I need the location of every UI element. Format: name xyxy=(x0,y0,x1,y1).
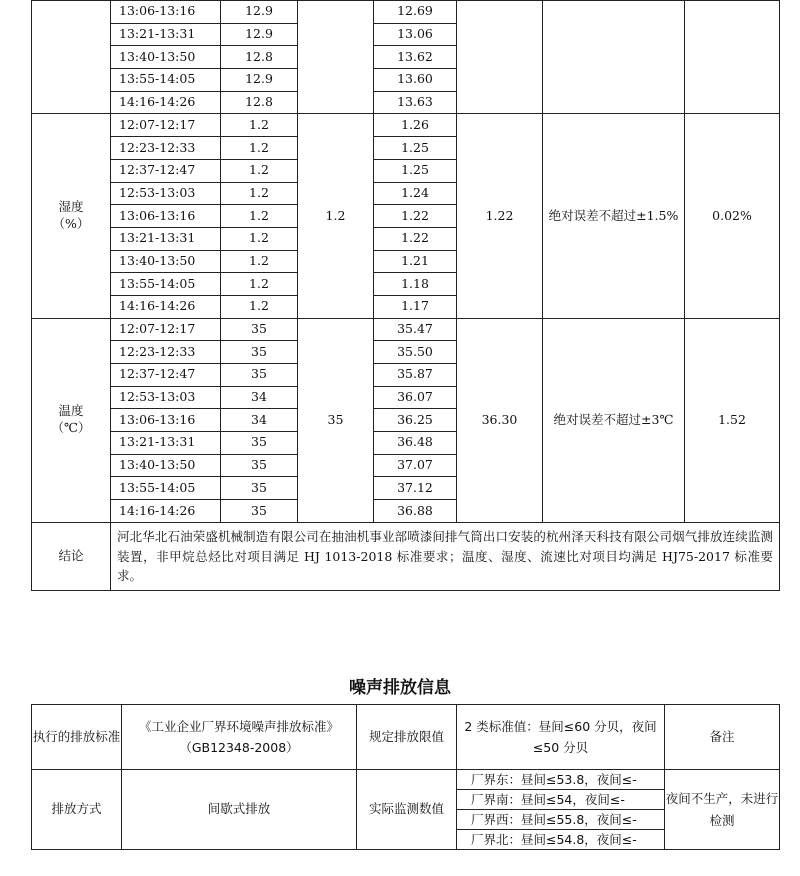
param-name: 温度 xyxy=(58,403,84,419)
result-cell: 1.52 xyxy=(685,318,780,522)
time-cell: 13:55-14:05 xyxy=(111,477,221,500)
meas-cell: 37.12 xyxy=(374,477,457,500)
ref-cell: 35 xyxy=(221,364,298,387)
meas-cell: 1.26 xyxy=(374,114,457,137)
ref-cell: 12.8 xyxy=(221,91,298,114)
meas-cell: 13.63 xyxy=(374,91,457,114)
table-row xyxy=(32,114,780,137)
ref-cell: 12.8 xyxy=(221,46,298,69)
time-cell: 14:16-14:26 xyxy=(111,295,221,318)
meas-cell: 1.24 xyxy=(374,182,457,205)
time-cell: 12:37-12:47 xyxy=(111,159,221,182)
ref-cell: 35 xyxy=(221,454,298,477)
meas-cell: 13.62 xyxy=(374,46,457,69)
result-cell xyxy=(685,1,780,114)
ref-cell: 35 xyxy=(221,477,298,500)
time-cell: 13:06-13:16 xyxy=(111,205,221,228)
result-cell: 0.02% xyxy=(685,114,780,318)
time-cell: 13:21-13:31 xyxy=(111,227,221,250)
time-cell: 12:37-12:47 xyxy=(111,364,221,387)
limit-label: 规定排放限值 xyxy=(357,705,457,770)
std-label: 执行的排放标准 xyxy=(32,705,122,770)
conclusion-text: 河北华北石油荣盛机械制造有限公司在抽油机事业部喷漆间排气筒出口安装的杭州泽天科技有限公司烟气排放连续监测装置，非甲烷总烃比对项目满足 HJ 1013-2018 标准要求；温度、湿度、流速比对项目均满足 HJ75-2017 标准要求。 xyxy=(111,522,780,590)
meas-avg-cell: 36.30 xyxy=(457,318,543,522)
meas-cell: 36.48 xyxy=(374,432,457,455)
meas-cell: 1.17 xyxy=(374,295,457,318)
time-cell: 12:53-13:03 xyxy=(111,386,221,409)
actual-label: 实际监测数值 xyxy=(357,770,457,850)
ref-cell: 1.2 xyxy=(221,114,298,137)
criterion-cell: 绝对误差不超过±1.5% xyxy=(543,114,685,318)
meas-cell: 1.25 xyxy=(374,137,457,160)
time-cell: 13:40-13:50 xyxy=(111,454,221,477)
time-cell: 13:55-14:05 xyxy=(111,273,221,296)
ref-cell: 1.2 xyxy=(221,205,298,228)
meas-avg-cell xyxy=(457,1,543,114)
param-unit: （℃） xyxy=(51,420,91,436)
section-heading: 噪声排放信息 xyxy=(349,678,451,698)
ref-avg-cell: 35 xyxy=(298,318,374,522)
meas-cell: 36.88 xyxy=(374,500,457,523)
mode-value: 间歇式排放 xyxy=(122,770,357,850)
meas-avg-cell: 1.22 xyxy=(457,114,543,318)
time-cell: 12:07-12:17 xyxy=(111,114,221,137)
remark-value: 夜间不生产，未进行检测 xyxy=(665,770,780,850)
ref-cell: 1.2 xyxy=(221,227,298,250)
meas-cell: 37.07 xyxy=(374,454,457,477)
meas-cell: 35.47 xyxy=(374,318,457,341)
std-name: 《工业企业厂界环境噪声排放标准》（GB12348-2008） xyxy=(122,705,357,770)
ref-cell: 34 xyxy=(221,409,298,432)
meas-cell: 36.07 xyxy=(374,386,457,409)
ref-cell: 1.2 xyxy=(221,182,298,205)
param-name: 湿度 xyxy=(58,199,84,215)
table-row xyxy=(32,705,780,770)
time-cell: 13:55-14:05 xyxy=(111,69,221,92)
ref-avg-cell xyxy=(298,1,374,114)
table-row xyxy=(32,1,780,24)
limit-value: 2 类标准值：昼间≤60 分贝，夜间≤50 分贝 xyxy=(457,705,665,770)
meas-cell: 13.06 xyxy=(374,23,457,46)
conclusion-label: 结论 xyxy=(32,522,111,590)
ref-cell: 35 xyxy=(221,318,298,341)
time-cell: 13:40-13:50 xyxy=(111,46,221,69)
meas-cell: 1.22 xyxy=(374,227,457,250)
mode-label: 排放方式 xyxy=(32,770,122,850)
meas-cell: 35.50 xyxy=(374,341,457,364)
param-cell-humidity xyxy=(32,114,111,318)
time-cell: 13:06-13:16 xyxy=(111,1,221,24)
meas-cell: 1.22 xyxy=(374,205,457,228)
actual-value: 厂界北：昼间≤54.8，夜间≤- xyxy=(457,830,665,850)
time-cell: 12:07-12:17 xyxy=(111,318,221,341)
meas-cell: 1.21 xyxy=(374,250,457,273)
ref-cell: 12.9 xyxy=(221,1,298,24)
meas-cell: 36.25 xyxy=(374,409,457,432)
time-cell: 13:21-13:31 xyxy=(111,23,221,46)
ref-cell: 1.2 xyxy=(221,250,298,273)
criterion-cell: 绝对误差不超过±3℃ xyxy=(543,318,685,522)
ref-cell: 12.9 xyxy=(221,23,298,46)
actual-value: 厂界东：昼间≤53.8，夜间≤- xyxy=(457,770,665,790)
actual-value: 厂界西：昼间≤55.8，夜间≤- xyxy=(457,810,665,830)
time-cell: 12:23-12:33 xyxy=(111,341,221,364)
remark-label: 备注 xyxy=(665,705,780,770)
ref-cell: 34 xyxy=(221,386,298,409)
actual-value: 厂界南：昼间≤54，夜间≤- xyxy=(457,790,665,810)
ref-cell: 35 xyxy=(221,500,298,523)
criterion-cell xyxy=(543,1,685,114)
param-cell-temperature xyxy=(32,318,111,522)
noise-table xyxy=(31,704,780,850)
param-cell xyxy=(32,1,111,114)
ref-cell: 1.2 xyxy=(221,295,298,318)
time-cell: 13:21-13:31 xyxy=(111,432,221,455)
table-row xyxy=(32,770,780,790)
meas-cell: 1.25 xyxy=(374,159,457,182)
time-cell: 13:06-13:16 xyxy=(111,409,221,432)
meas-cell: 1.18 xyxy=(374,273,457,296)
time-cell: 12:53-13:03 xyxy=(111,182,221,205)
time-cell: 14:16-14:26 xyxy=(111,500,221,523)
ref-cell: 1.2 xyxy=(221,273,298,296)
comparison-table xyxy=(31,0,780,591)
time-cell: 13:40-13:50 xyxy=(111,250,221,273)
time-cell: 12:23-12:33 xyxy=(111,137,221,160)
meas-cell: 13.60 xyxy=(374,69,457,92)
ref-cell: 35 xyxy=(221,432,298,455)
param-unit: （%） xyxy=(52,216,90,232)
conclusion-row xyxy=(32,522,780,590)
table-row xyxy=(32,318,780,341)
meas-cell: 35.87 xyxy=(374,364,457,387)
ref-cell: 35 xyxy=(221,341,298,364)
ref-cell: 1.2 xyxy=(221,137,298,160)
meas-cell: 12.69 xyxy=(374,1,457,24)
time-cell: 14:16-14:26 xyxy=(111,91,221,114)
ref-cell: 1.2 xyxy=(221,159,298,182)
ref-avg-cell: 1.2 xyxy=(298,114,374,318)
ref-cell: 12.9 xyxy=(221,69,298,92)
